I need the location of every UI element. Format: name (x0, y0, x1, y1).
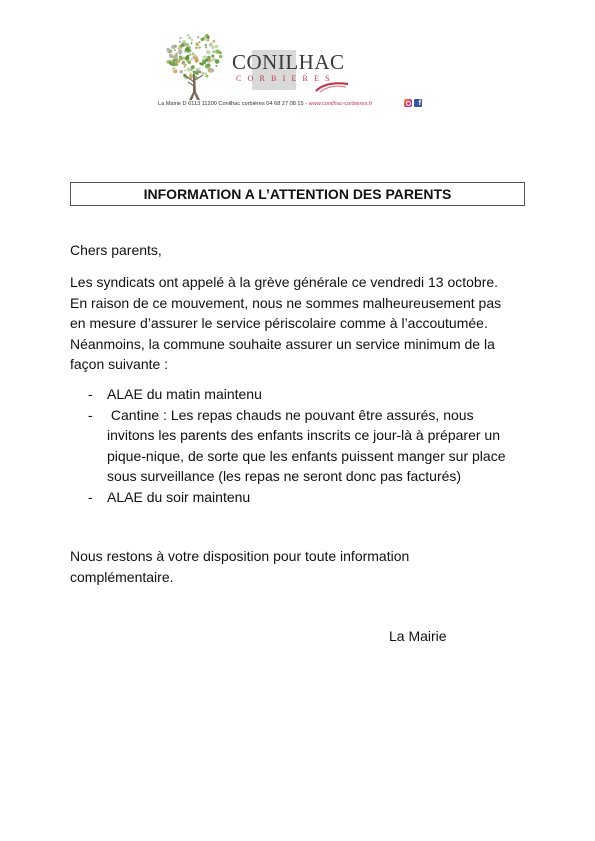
tree-leaf-dot (166, 48, 170, 52)
bullet-line: ALAE du matin maintenu (107, 386, 262, 402)
brand-swoosh-icon (314, 81, 350, 93)
brand-name: CONILHAC (232, 50, 345, 74)
tree-leaf-dot (167, 51, 169, 53)
bullet-dash: - (88, 386, 93, 402)
tree-leaf-dot (195, 55, 197, 57)
tree-leaf-dot (206, 56, 208, 58)
tree-leaf-dot (171, 45, 175, 49)
tree-leaf-dot (174, 49, 176, 51)
paragraph-line: Néanmoins, la commune souhaite assurer un service minimum de la (70, 335, 495, 352)
tree-leaf-dot (187, 67, 191, 71)
contact-line (158, 101, 372, 107)
tree-leaf-dot (169, 61, 172, 64)
tree-leaf-dot (184, 70, 186, 72)
closing-line: complémentaire. (70, 568, 174, 585)
tree-leaf-dot (187, 60, 191, 64)
tree-leaf-dot (210, 43, 213, 46)
list-item-cantine (88, 405, 505, 487)
tree-leaf-dot (184, 66, 186, 68)
tree-leaf-dot (179, 57, 183, 61)
paragraph-line: façon suivante : (70, 356, 169, 372)
bullet-line: sous surveillance (les repas ne seront donc pas facturés) (107, 468, 462, 484)
website-link[interactable]: www.conilhac-corbieres.fr (308, 101, 373, 107)
contact-address: La Mairie D 6113 11200 Conilhac corbières 04 68 27 08 15 - (158, 101, 309, 107)
instagram-icon[interactable] (404, 99, 412, 107)
tree-leaf-dot (195, 47, 197, 49)
paragraph-line: en mesure d’assurer le service périscolaire comme à l’accoutumée. (70, 315, 488, 331)
tree-leaf-dot (211, 45, 215, 49)
tree-leaf-dot (199, 62, 202, 65)
bullet-dash: - (88, 406, 93, 423)
tree-leaf-dot (188, 37, 191, 40)
tree-leaf-dot (213, 40, 216, 43)
tree-leaf-dot (191, 42, 193, 44)
greeting: Chers parents, (70, 242, 162, 258)
bullet-line: ALAE du soir maintenu (107, 488, 251, 505)
bullet-line: invitons les parents des enfants inscrits ce jour-là à préparer un (107, 427, 500, 443)
paragraph-line: En raison de ce mouvement, nous ne sommes malheureusement pas (70, 294, 502, 311)
tree-leaf-dot (187, 34, 190, 37)
tree-leaf-dot (195, 71, 199, 75)
tree-leaf-dot (174, 54, 178, 58)
tree-leaf-dot (202, 72, 204, 74)
tree-leaf-dot (215, 45, 219, 49)
tree-leaf-dot (185, 47, 189, 51)
main-paragraph (70, 272, 501, 375)
tree-leaf-dot (219, 51, 222, 54)
tree-leaf-dot (199, 41, 201, 43)
tree-leaf-dot (204, 44, 207, 47)
tree-leaf-dot (181, 43, 185, 47)
page-title: INFORMATION A L’ATTENTION DES PARENTS (143, 186, 452, 202)
facebook-icon[interactable]: f (414, 99, 422, 107)
tree-leaf-dot (185, 43, 189, 47)
tree-leaf-dot (172, 67, 176, 71)
tree-leaf-dot (191, 39, 193, 41)
tree-leaf-dot (180, 70, 183, 73)
tree-leaf-dot (207, 63, 211, 67)
tree-leaf-dot (178, 47, 180, 49)
tree-leaf-dot (210, 68, 214, 72)
tree-leaf-dot (203, 56, 207, 60)
bullet-list (88, 384, 505, 507)
tree-leaf-dot (219, 55, 223, 59)
tree-leaf-dot (184, 64, 186, 66)
bullet-dash: - (88, 488, 93, 505)
tree-leaf-dot (172, 62, 176, 66)
paragraph-line: Les syndicats ont appelé à la grève générale ce vendredi 13 octobre. (70, 274, 499, 290)
tree-leaf-dot (207, 36, 210, 39)
tree-leaf-dot (183, 74, 186, 77)
tree-logo-icon (162, 30, 226, 106)
tree-leaf-dot (178, 49, 182, 53)
tree-leaf-dot (175, 58, 178, 61)
tree-leaf-dot (179, 37, 181, 39)
tree-leaf-dot (199, 67, 201, 69)
brand-logo (230, 41, 368, 91)
list-item-alae-matin (88, 384, 505, 405)
bullet-line: Cantine : Les repas chauds ne pouvant être assurés, nous (107, 406, 474, 423)
tree-leaf-dot (211, 55, 214, 58)
tree-leaf-dot (204, 72, 207, 75)
tree-leaf-dot (198, 46, 201, 49)
tree-leaf-dot (215, 65, 217, 67)
tree-leaf-dot (206, 50, 210, 54)
title-box (70, 182, 525, 206)
letterhead (150, 28, 440, 116)
tree-leaf-dot (179, 41, 181, 43)
social-icons (404, 99, 422, 107)
tree-leaf-dot (193, 71, 195, 73)
brand-subtitle: CORBIERES (236, 74, 336, 83)
tree-leaf-dot (215, 59, 220, 64)
list-item-alae-soir (88, 487, 505, 508)
tree-leaf-dot (192, 52, 194, 54)
tree-leaf-dot (205, 46, 207, 48)
signature: La Mairie (389, 628, 447, 644)
tree-leaf-dot (197, 36, 199, 38)
tree-leaf-dot (190, 72, 192, 74)
bullet-line: pique-nique, de sorte que les enfants puissent manger sur place (107, 447, 506, 464)
tree-leaf-dot (195, 42, 199, 46)
tree-leaf-dot (169, 54, 172, 57)
closing-paragraph (70, 546, 409, 587)
tree-leaf-dot (201, 38, 204, 41)
tree-leaf-dot (189, 53, 192, 56)
tree-leaf-dot (191, 58, 193, 60)
tree-leaf-dot (202, 60, 206, 64)
tree-leaf-dot (189, 74, 193, 78)
tree-leaf-dot (199, 71, 202, 74)
closing-line: Nous restons à votre disposition pour toute information (70, 548, 410, 564)
tree-leaf-dot (205, 64, 207, 66)
